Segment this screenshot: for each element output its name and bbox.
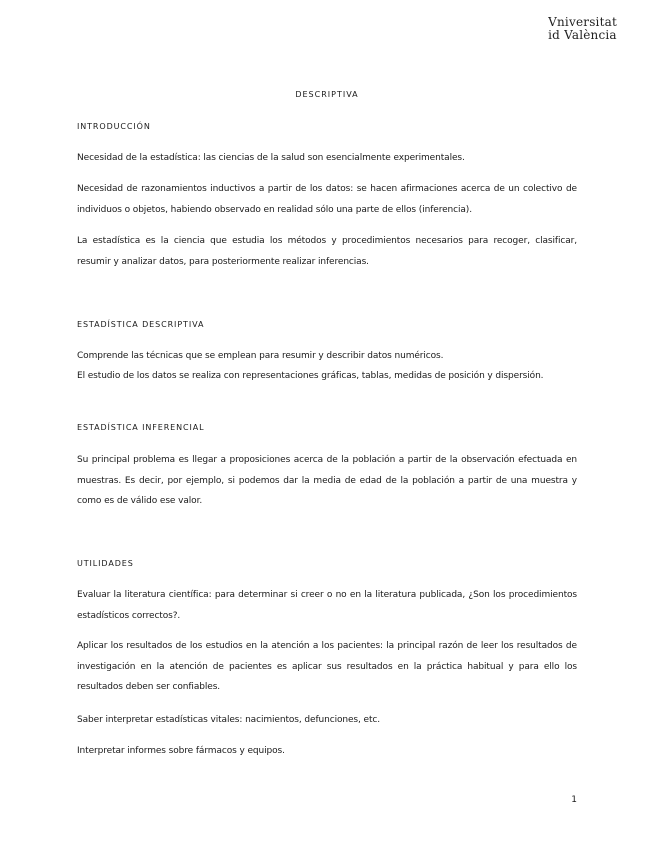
descriptiva-line-1: Comprende las técnicas que se emplean para resumir y describir datos numéricos. — [77, 351, 444, 361]
heading-estadistica-descriptiva: ESTADÍSTICA DESCRIPTIVA — [77, 320, 205, 329]
utilidades-paragraph-2: Aplicar los resultados de los estudios en la atención a los pacientes: la principal razón de leer los resultados de investigación en la atención de pacientes es aplicar sus resultados en la práctica habitual y para ello los resultados deben ser confiables. — [77, 641, 577, 692]
inferencial-paragraph-1: Su principal problema es llegar a proposiciones acerca de la población a partir de la observación efectuada en muestras. Es decir, por ejemplo, si podemos dar la media de edad de la población a partir de una muestra y como es de válido ese valor. — [77, 455, 577, 506]
intro-paragraph-1: Necesidad de la estadística: las ciencias de la salud son esencialmente experimentales. — [77, 153, 465, 163]
descriptiva-line-2: El estudio de los datos se realiza con representaciones gráficas, tablas, medidas de posición y dispersión. — [77, 371, 544, 381]
logo-line-2: id València — [548, 28, 617, 42]
intro-paragraph-3: La estadística es la ciencia que estudia los métodos y procedimientos necesarios para recoger, clasificar, resumir y analizar datos, para posteriormente realizar inferencias. — [77, 236, 577, 267]
heading-utilidades: UTILIDADES — [77, 559, 134, 568]
utilidades-paragraph-4: Interpretar informes sobre fármacos y equipos. — [77, 746, 285, 756]
page-number: 1 — [571, 795, 577, 805]
document-title: DESCRIPTIVA — [295, 90, 359, 99]
intro-paragraph-2: Necesidad de razonamientos inductivos a partir de los datos: se hacen afirmaciones acerca de un colectivo de individuos o objetos, habiendo observado en realidad sólo una parte de ellos (inferencia). — [77, 184, 577, 215]
utilidades-paragraph-3: Saber interpretar estadísticas vitales: nacimientos, defunciones, etc. — [77, 715, 381, 725]
logo-line-1: Vniversitat — [548, 15, 617, 29]
utilidades-paragraph-1: Evaluar la literatura científica: para determinar si creer o no en la literatura publicada, ¿Son los procedimientos estadísticos correctos?. — [77, 590, 577, 621]
heading-introduccion: INTRODUCCIÓN — [77, 122, 151, 131]
university-logo — [548, 16, 617, 42]
heading-estadistica-inferencial: ESTADÍSTICA INFERENCIAL — [77, 423, 205, 432]
